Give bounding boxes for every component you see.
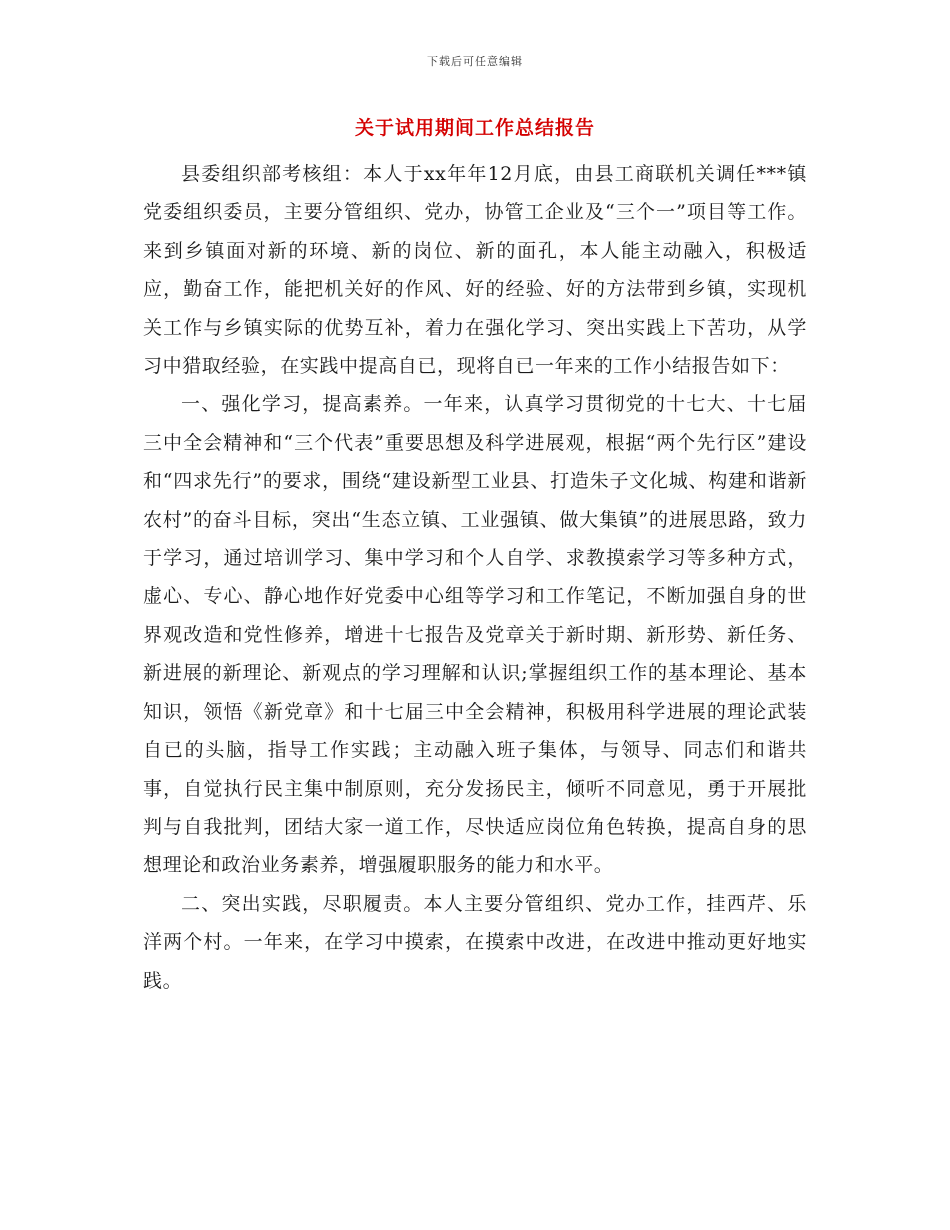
paragraph-section-2: 二、突出实践，尽职履责。本人主要分管组织、党办工作，挂西芹、乐洋两个村。一年来，在学习中摸索，在摸索中改进，在改进中推动更好地实践。 xyxy=(143,892,807,992)
header-note: 下载后可任意编辑 xyxy=(427,55,523,68)
paragraph-intro: 县委组织部考核组：本人于xx年年12月底，由县工商联机关调任***镇党委组织委员，主要分管组织、党办，协管工企业及“三个一”项目等工作。来到乡镇面对新的环境、新的岗位、新的面孔，本人能主动融入，积极适应，勤奋工作，能把机关好的作风、好的经验、好的方法带到乡镇，实现机关工作与乡镇实际的优势互补，着力在强化学习、突出实践上下苦功，从学习中猎取经验，在实践中提高自已，现将自已一年来的工作小结报告如下： xyxy=(143,163,807,378)
paragraph-section-1: 一、强化学习，提高素养。一年来，认真学习贯彻党的十七大、十七届三中全会精神和“三个代表”重要思想及科学进展观，根据“两个先行区”建设和“四求先行”的要求，围绕“建设新型工业县、打造朱子文化城、构建和谐新农村”的奋斗目标，突出“生态立镇、工业强镇、做大集镇”的进展思路，致力于学习，通过培训学习、集中学习和个人自学、求教摸索学习等多种方式，虚心、专心、静心地作好党委中心组等学习和工作笔记，不断加强自身的世界观改造和党性修养，增进十七报告及党章关于新时期、新形势、新任务、新进展的新理论、新观点的学习理解和认识;掌握组织工作的基本理论、基本知识，领悟《新党章》和十七届三中全会精神，积极用科学进展的理论武装自已的头脑，指导工作实践；主动融入班子集体，与领导、同志们和谐共事，自觉执行民主集中制原则，充分发扬民主，倾听不同意见，勇于开展批判与自我批判，团结大家一道工作，尽快适应岗位角色转换，提高自身的思想理论和政治业务素养，增强履职服务的能力和水平。 xyxy=(143,393,807,877)
document-body xyxy=(143,155,807,1000)
document-title: 关于试用期间工作总结报告 xyxy=(354,117,595,139)
